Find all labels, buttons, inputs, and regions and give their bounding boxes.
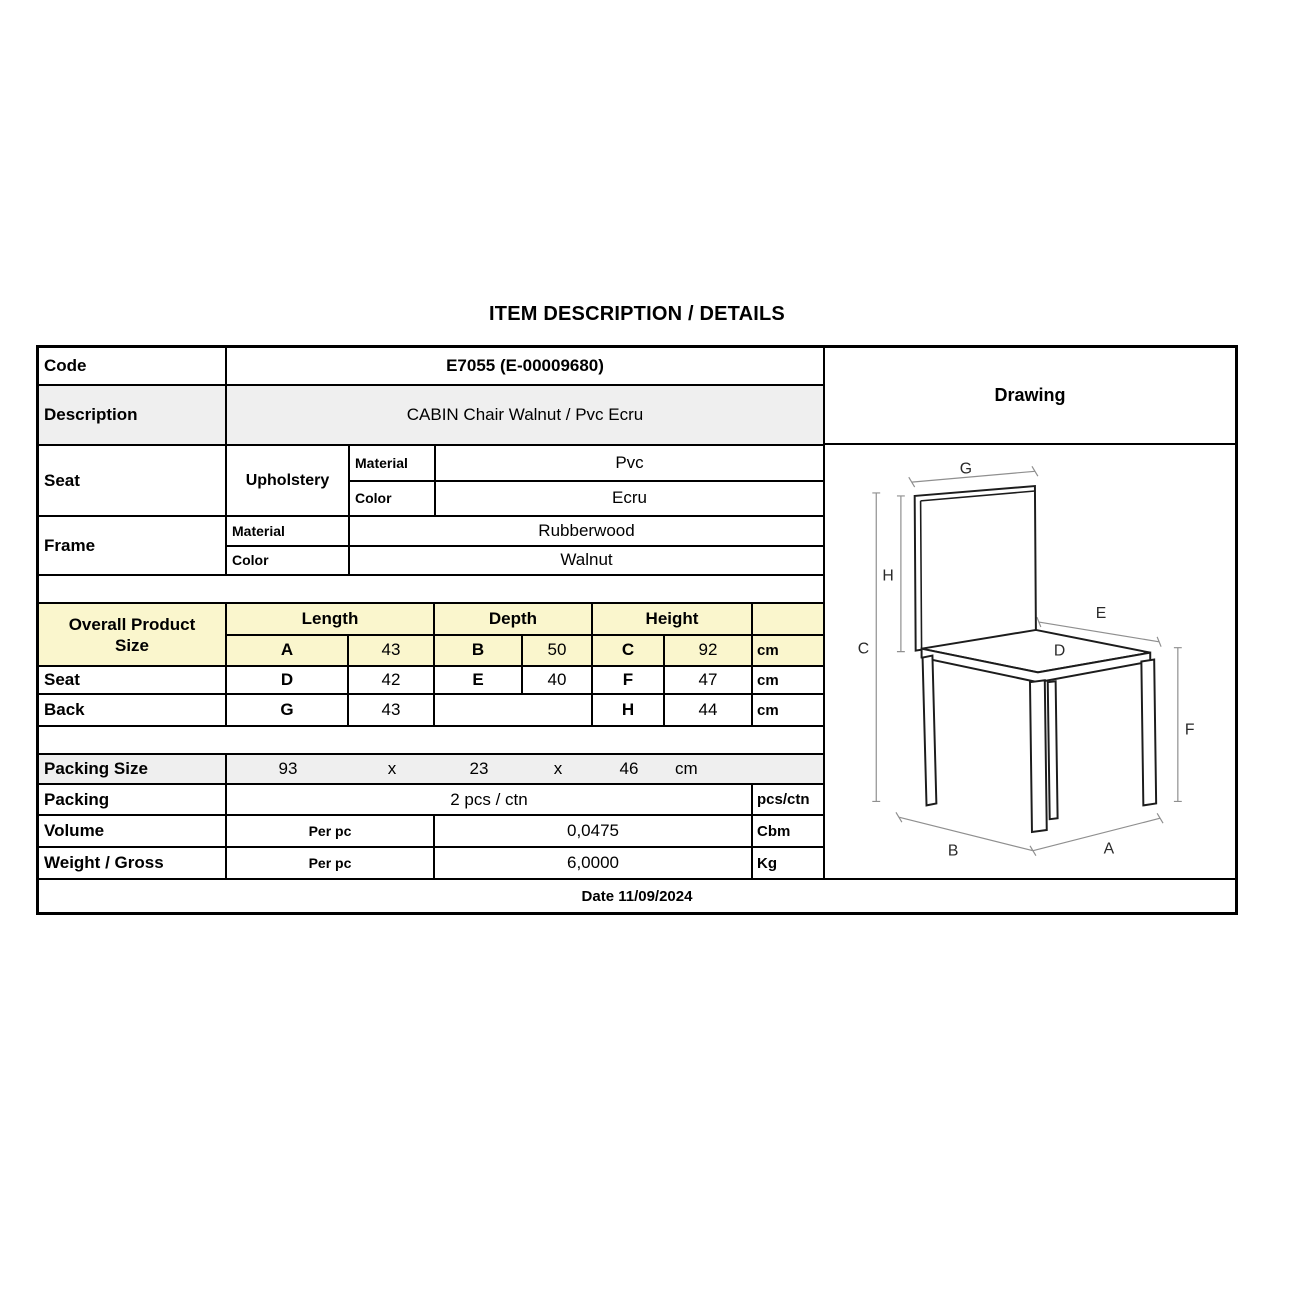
overall-size-label-line1: Overall Product <box>68 614 196 634</box>
seat-material-value: Pvc <box>615 452 644 472</box>
chair-outline <box>915 486 1156 832</box>
dim-key-f: F <box>593 667 665 693</box>
packing-row <box>39 785 823 816</box>
packing-value: 2 pcs / ctn <box>227 785 753 814</box>
weight-unit: Kg <box>757 854 777 872</box>
packing-size-label: Packing Size <box>39 755 227 783</box>
size-header-filler <box>753 604 823 634</box>
dim-key-c: C <box>593 636 665 666</box>
code-row <box>39 348 823 386</box>
size-dim-headers <box>227 604 823 636</box>
dim-label-h: H <box>882 567 894 585</box>
overall-unit: cm <box>757 641 779 659</box>
page-title: ITEM DESCRIPTION / DETAILS <box>489 303 785 325</box>
frame-subtable <box>227 517 823 574</box>
overall-size-label-line2: Size <box>114 635 150 655</box>
drawing-title: Drawing <box>825 348 1235 445</box>
dim-val-g: 43 <box>349 695 435 725</box>
packing-size-v2: 23 <box>469 759 489 778</box>
volume-per: Per pc <box>227 816 435 846</box>
packing-label: Packing <box>39 785 227 814</box>
drawing-panel <box>823 348 1235 878</box>
volume-row <box>39 816 823 848</box>
depth-header: Depth <box>435 604 593 634</box>
dim-val-h: 44 <box>665 695 753 725</box>
dim-val-c: 92 <box>665 636 753 666</box>
dim-key-b: B <box>435 636 523 666</box>
description-value: CABIN Chair Walnut / Pvc Ecru <box>406 405 644 424</box>
chair-drawing <box>825 445 1235 878</box>
weight-per: Per pc <box>227 848 435 878</box>
seat-unit: cm <box>757 671 779 689</box>
upholstery-label: Upholstery <box>227 446 350 515</box>
sheet-main <box>39 348 1235 878</box>
dim-label-g: G <box>959 460 973 478</box>
description-row <box>39 386 823 446</box>
seat-color-value: Ecru <box>612 488 647 508</box>
seat-color-row <box>350 482 823 516</box>
description-label: Description <box>39 386 227 444</box>
packing-size-row <box>39 755 823 785</box>
back-empty-cell <box>435 695 593 725</box>
weight-value: 6,0000 <box>435 848 753 878</box>
dim-val-e: 40 <box>523 667 593 693</box>
frame-color-value: Walnut <box>560 550 613 570</box>
spec-sheet <box>36 345 1238 915</box>
packing-size-v3: 46 <box>619 759 639 778</box>
seat-label: Seat <box>39 446 227 515</box>
dim-val-a: 43 <box>349 636 435 666</box>
spacer-row <box>39 576 823 604</box>
dim-val-b: 50 <box>523 636 593 666</box>
overall-size-label <box>39 604 227 665</box>
size-header-row <box>39 604 823 667</box>
dim-key-a: A <box>227 636 349 666</box>
volume-label: Volume <box>39 816 227 846</box>
seat-subtable <box>350 446 823 515</box>
dim-label-a: A <box>1103 840 1115 858</box>
weight-row <box>39 848 823 878</box>
dim-key-e: E <box>435 667 523 693</box>
dim-val-d: 42 <box>349 667 435 693</box>
packing-size-x2: x <box>553 759 563 778</box>
seat-material-label: Material <box>350 446 436 480</box>
dim-label-d: D <box>1053 642 1066 660</box>
size-seat-row <box>39 667 823 695</box>
size-seat-label: Seat <box>39 667 227 693</box>
length-header: Length <box>227 604 435 634</box>
size-overall-row <box>227 636 823 666</box>
dim-label-c: C <box>857 640 870 658</box>
dim-key-g: G <box>227 695 349 725</box>
seat-row <box>39 446 823 517</box>
dim-val-f: 47 <box>665 667 753 693</box>
packing-size-v1: 93 <box>278 759 298 778</box>
back-unit: cm <box>757 701 779 719</box>
seat-material-row <box>350 446 823 482</box>
frame-material-row <box>227 517 823 547</box>
code-value: E7055 (E-00009680) <box>446 356 604 375</box>
packing-size-x1: x <box>387 759 397 778</box>
code-label: Code <box>39 348 227 384</box>
date-row: Date 11/09/2024 <box>39 878 1235 912</box>
spacer-row-2 <box>39 727 823 755</box>
packing-size-unit: cm <box>675 759 698 778</box>
frame-row <box>39 517 823 576</box>
frame-material-value: Rubberwood <box>538 520 635 540</box>
size-back-row <box>39 695 823 727</box>
dim-key-h: H <box>593 695 665 725</box>
frame-material-label: Material <box>227 517 350 545</box>
size-header-cols <box>227 604 823 665</box>
seat-color-label: Color <box>350 482 436 516</box>
dim-key-d: D <box>227 667 349 693</box>
volume-value: 0,0475 <box>435 816 753 846</box>
frame-color-row <box>227 547 823 575</box>
height-header: Height <box>593 604 753 634</box>
frame-color-label: Color <box>227 547 350 575</box>
spec-table <box>39 348 823 878</box>
size-back-label: Back <box>39 695 227 725</box>
dim-label-b: B <box>947 842 959 860</box>
weight-label: Weight / Gross <box>39 848 227 878</box>
packing-unit: pcs/ctn <box>757 791 810 808</box>
dim-label-f: F <box>1184 721 1195 739</box>
dim-label-e: E <box>1095 605 1107 623</box>
volume-unit: Cbm <box>757 822 791 840</box>
frame-label: Frame <box>39 517 227 574</box>
